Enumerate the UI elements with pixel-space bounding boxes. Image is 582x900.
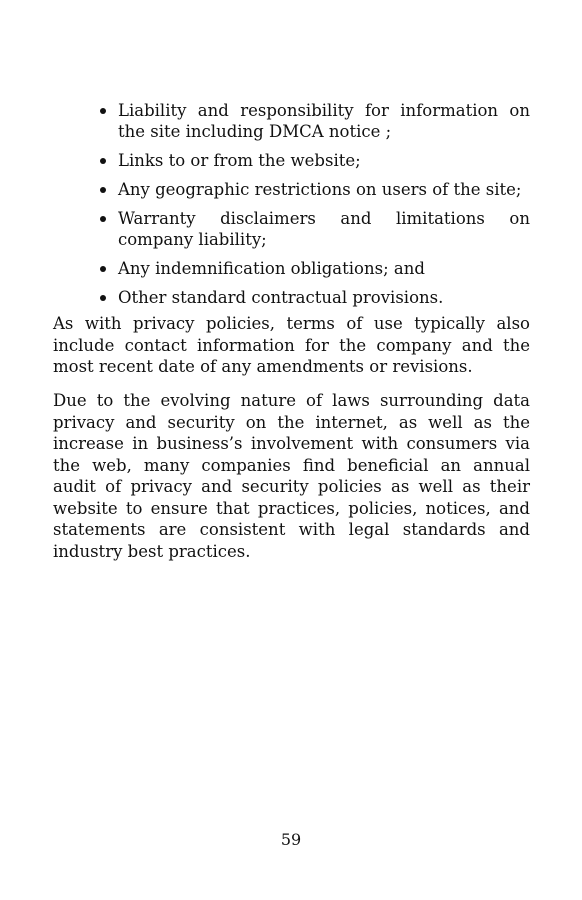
bullet-item xyxy=(98,100,530,142)
bullet-icon xyxy=(100,108,106,114)
paragraph-contact-info: As with privacy policies, terms of use typically also include contact information for the company and the most recent date of any amendments or revisions. xyxy=(53,314,530,376)
bullet-text: Other standard contractual provisions. xyxy=(118,288,444,307)
bullet-icon xyxy=(100,187,106,193)
bullet-text: Any indemnification obligations; and xyxy=(118,259,425,278)
bullet-list xyxy=(98,100,530,316)
bullet-text: Any geographic restrictions on users of the site; xyxy=(118,180,522,199)
bullet-icon xyxy=(100,295,106,301)
bullet-icon xyxy=(100,158,106,164)
paragraph-annual-audit: Due to the evolving nature of laws surrounding data privacy and security on the internet, as well as the increase in business’s involvement with consumers via the web, many companies find beneficial an annual audit of privacy and security policies as well as their website to ensure that practices, policies, notices, and statements are consistent with legal standards and industry best practices. xyxy=(53,391,530,561)
bullet-text: Links to or from the website; xyxy=(118,151,361,170)
bullet-item xyxy=(98,258,530,279)
bullet-icon xyxy=(100,266,106,272)
bullet-item xyxy=(98,179,530,200)
bullet-item xyxy=(98,150,530,171)
bullet-text: Liability and responsibility for information on the site including DMCA notice ; xyxy=(118,101,530,141)
bullet-text: Warranty disclaimers and limitations on company liability; xyxy=(118,209,530,249)
page-number: 59 xyxy=(280,830,302,849)
bullet-item xyxy=(98,287,530,308)
bullet-item xyxy=(98,208,530,250)
bullet-icon xyxy=(100,216,106,222)
